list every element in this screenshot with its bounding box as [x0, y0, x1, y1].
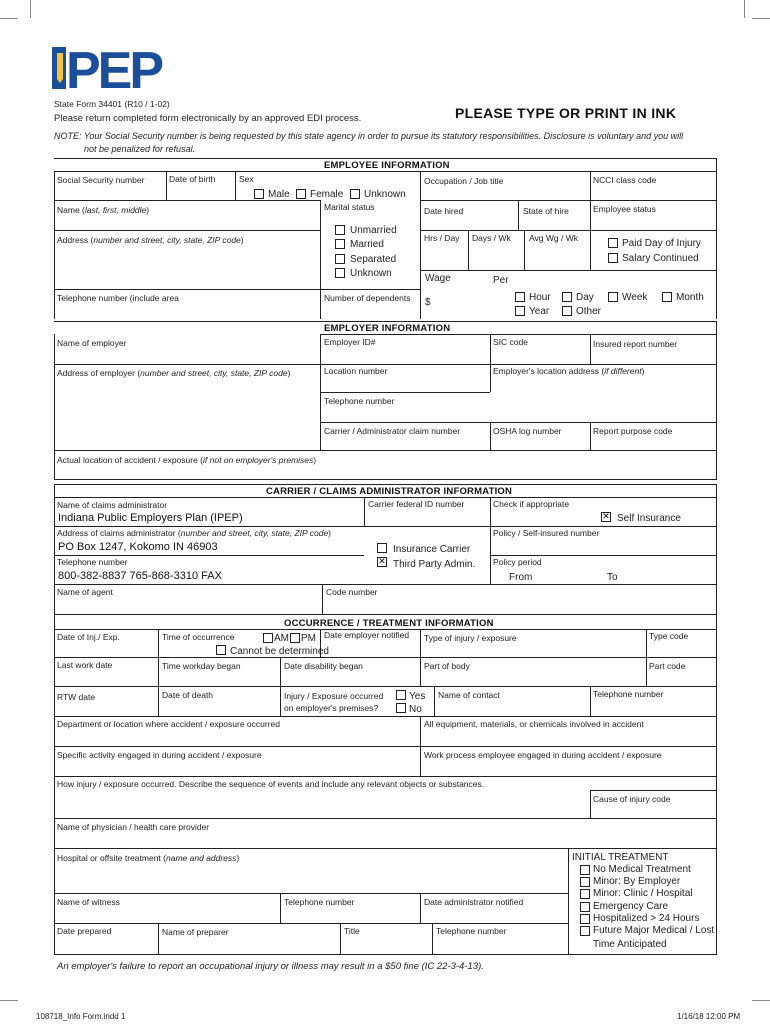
female-label: Female: [310, 189, 344, 200]
claim-number-label: Carrier / Administrator claim number: [324, 426, 461, 436]
crop-mark: [752, 18, 770, 19]
month-label: Month: [676, 292, 704, 303]
cannot-determine-label: Cannot be determined: [230, 646, 329, 657]
unmarried-checkbox[interactable]: [335, 225, 345, 235]
insurance-carrier-checkbox[interactable]: [377, 543, 387, 553]
employee-address-label: Address (number and street, city, state, ZIP code): [57, 235, 244, 245]
osha-label: OSHA log number: [493, 426, 562, 436]
state-form-number: State Form 34401 (R10 / 1-02): [54, 99, 170, 109]
employee-status-label: Employee status: [593, 204, 656, 214]
footer-date: 1/16/18 12:00 PM: [677, 1012, 741, 1021]
treatment-option-label: No Medical Treatment: [593, 864, 691, 875]
treatment-option-label: Emergency Care: [593, 900, 669, 912]
year-checkbox[interactable]: [515, 306, 525, 316]
premises-no-label: No: [409, 704, 422, 715]
time-anticipated-label: Time Anticipated: [593, 939, 667, 950]
treatment-option-label: Hospitalized > 24 Hours: [593, 912, 700, 924]
salary-continued-checkbox[interactable]: [608, 253, 618, 263]
employer-telephone-label: Telephone number: [324, 396, 395, 406]
treatment-option-label: Minor: By Employer: [593, 876, 681, 888]
paid-day-checkbox[interactable]: [608, 238, 618, 248]
contact-label: Name of contact: [438, 690, 500, 700]
treatment-checkbox[interactable]: [580, 865, 590, 875]
agent-label: Name of agent: [57, 587, 113, 597]
location-number-label: Location number: [324, 366, 388, 376]
occupation-label: Occupation / Job title: [424, 176, 504, 186]
treatment-checkbox[interactable]: [580, 902, 590, 912]
treatment-checkbox[interactable]: [580, 926, 590, 936]
pm-label: PM: [301, 633, 316, 644]
federal-id-label: Carrier federal ID number: [368, 499, 465, 509]
cause-code-label: Cause of injury code: [593, 794, 671, 804]
code-number-label: Code number: [326, 587, 378, 597]
insured-report-label: Insured report number: [593, 339, 678, 349]
treatment-checkbox[interactable]: [580, 877, 590, 887]
admin-phone-value[interactable]: 800-382-8837 765-868-3310 FAX: [58, 570, 222, 582]
sex-unknown-checkbox[interactable]: [350, 189, 360, 199]
week-checkbox[interactable]: [608, 292, 618, 302]
physician-label: Name of physician / health care provider: [57, 822, 210, 832]
actual-location-label: Actual location of accident / exposure (if not on employer's premises): [57, 455, 317, 465]
pm-checkbox[interactable]: [290, 633, 300, 643]
other-label: Other: [576, 306, 602, 317]
treatment-checkbox[interactable]: [580, 914, 590, 924]
policy-to-label: To: [607, 572, 618, 583]
wage-label: Wage: [425, 273, 451, 284]
date-admin-label: Date administrator notified: [424, 897, 524, 907]
check-appropriate-label: Check if appropriate: [493, 499, 570, 509]
admin-name-value[interactable]: Indiana Public Employers Plan (IPEP): [58, 512, 243, 524]
policy-period-label: Policy period: [493, 557, 542, 567]
date-prepared-label: Date prepared: [57, 926, 112, 936]
male-label: Male: [268, 189, 290, 200]
marital-label: Marital status: [324, 202, 375, 212]
days-wk-label: Days / Wk: [472, 233, 511, 243]
sex-unknown-label: Unknown: [364, 189, 406, 200]
activity-label: Specific activity engaged in during accident / exposure: [57, 750, 262, 760]
date-death-label: Date of death: [162, 690, 214, 700]
contact-phone-label: Telephone number: [593, 689, 664, 699]
cannot-determine-checkbox[interactable]: [216, 645, 226, 655]
on-premises-label-1: Injury / Exposure occurred: [284, 691, 384, 701]
location-address-label: Employer's location address (if different): [493, 366, 645, 376]
return-note: Please return completed form electronically by an approved EDI process.: [54, 113, 362, 124]
female-checkbox[interactable]: [296, 189, 306, 199]
treatment-option-label: Minor: Clinic / Hospital: [593, 888, 693, 900]
married-checkbox[interactable]: [335, 239, 345, 249]
date-notified-label: Date employer notified: [324, 630, 410, 640]
section-title-employer: EMPLOYER INFORMATION: [324, 323, 451, 334]
premises-no-checkbox[interactable]: [396, 703, 406, 713]
rtw-label: RTW date: [57, 692, 96, 702]
wage-dollar: $: [425, 297, 431, 308]
admin-address-value[interactable]: PO Box 1247, Kokomo IN 46903: [58, 541, 218, 553]
section-title-occurrence: OCCURRENCE / TREATMENT INFORMATION: [284, 618, 494, 629]
week-label: Week: [622, 292, 648, 303]
treatment-checkbox[interactable]: [580, 889, 590, 899]
married-label: Married: [350, 239, 384, 250]
ncci-label: NCCI class code: [593, 175, 657, 185]
dob-label: Date of birth: [169, 174, 216, 184]
sex-label: Sex: [239, 174, 254, 184]
employer-address-label: Address of employer (number and street, city, state, ZIP code): [57, 368, 291, 378]
state-hire-label: State of hire: [523, 206, 569, 216]
ssn-label: Social Security number: [57, 175, 145, 185]
footer-file-name: 108718_Info Form.indd 1: [36, 1012, 126, 1021]
witness-phone-label: Telephone number: [284, 897, 355, 907]
third-party-admin-label: Third Party Admin.: [393, 559, 476, 570]
initial-treatment-title: INITIAL TREATMENT: [572, 852, 669, 863]
hour-checkbox[interactable]: [515, 292, 525, 302]
section-title-employee: EMPLOYEE INFORMATION: [324, 160, 450, 171]
employer-id-label: Employer ID#: [324, 337, 376, 347]
separated-label: Separated: [350, 254, 397, 265]
equipment-label: All equipment, materials, or chemicals involved in accident: [424, 719, 644, 729]
treatment-option-label: Future Major Medical / Lost: [593, 925, 715, 936]
self-insurance-label: Self Insurance: [617, 513, 681, 524]
sic-label: SIC code: [493, 337, 528, 347]
salary-continued-label: Salary Continued: [622, 253, 699, 264]
unmarried-label: Unmarried: [350, 225, 397, 236]
preparer-phone-label: Telephone number: [436, 926, 507, 936]
crop-mark: [752, 1000, 770, 1001]
department-label: Department or location where accident / exposure occurred: [57, 719, 281, 729]
third-party-admin-checkbox[interactable]: [377, 557, 387, 567]
am-checkbox[interactable]: [263, 633, 273, 643]
report-purpose-label: Report purpose code: [593, 426, 673, 436]
other-checkbox[interactable]: [562, 306, 572, 316]
process-label: Work process employee engaged in during accident / exposure: [424, 750, 662, 760]
premises-yes-checkbox[interactable]: [396, 690, 406, 700]
premises-yes-label: Yes: [409, 691, 426, 702]
title-label: Title: [344, 926, 360, 936]
crop-mark: [0, 1000, 18, 1001]
on-premises-label-2: on employer's premises?: [284, 703, 379, 713]
employee-name-label: Name (last, first, middle): [57, 205, 150, 215]
disability-began-label: Date disability began: [284, 661, 363, 671]
body-part-label: Part of body: [424, 661, 470, 671]
crop-mark: [0, 18, 18, 19]
self-insurance-checkbox[interactable]: [601, 512, 611, 522]
part-code-label: Part code: [649, 661, 686, 671]
hour-label: Hour: [529, 292, 551, 303]
marital-unknown-label: Unknown: [350, 268, 392, 279]
policy-from-label: From: [509, 572, 533, 583]
type-code-label: Type code: [649, 631, 689, 641]
insurance-carrier-label: Insurance Carrier: [393, 544, 471, 555]
note-line-1: NOTE: Your Social Security number is being requested by this state agency in order to pursue its statutory responsibilities. Disclosure is voluntary and you will: [54, 131, 684, 141]
paid-day-label: Paid Day of Injury: [622, 238, 701, 249]
employee-telephone-label: Telephone number (include area: [57, 293, 179, 303]
witness-label: Name of witness: [57, 897, 120, 907]
hospital-label: Hospital or offsite treatment (name and address): [57, 853, 240, 863]
avg-wg-label: Avg Wg / Wk: [529, 233, 578, 243]
per-label: Per: [493, 275, 509, 286]
admin-name-label: Name of claims administrator: [57, 500, 168, 510]
admin-phone-label: Telephone number: [57, 557, 128, 567]
time-began-label: Time workday began: [162, 661, 241, 671]
last-work-label: Last work date: [57, 660, 113, 670]
dependents-label: Number of dependents: [324, 293, 411, 303]
day-checkbox[interactable]: [562, 292, 572, 302]
employer-name-label: Name of employer: [57, 338, 127, 348]
male-checkbox[interactable]: [254, 189, 264, 199]
ipep-logo: [52, 45, 174, 91]
type-injury-label: Type of injury / exposure: [424, 633, 517, 643]
month-checkbox[interactable]: [662, 292, 672, 302]
hrs-day-label: Hrs / Day: [424, 233, 460, 243]
how-occurred-label: How injury / exposure occurred. Describe the sequence of events and include any relevant objects or substances.: [57, 779, 485, 789]
separated-checkbox[interactable]: [335, 254, 345, 264]
svg-text:PEP: PEP: [66, 45, 162, 91]
time-occurrence-label: Time of occurrence: [162, 632, 235, 642]
date-hired-label: Date hired: [424, 206, 464, 216]
year-label: Year: [529, 306, 550, 317]
preparer-label: Name of preparer: [162, 927, 229, 937]
type-instruction: PLEASE TYPE OR PRINT IN INK: [455, 105, 677, 121]
policy-number-label: Policy / Self-insured number: [493, 528, 600, 538]
date-injury-label: Date of Inj./ Exp.: [57, 632, 120, 642]
admin-address-label: Address of claims administrator (number and street, city, state, ZIP code): [57, 528, 332, 538]
section-title-carrier: CARRIER / CLAIMS ADMINISTRATOR INFORMATION: [266, 486, 513, 497]
crop-mark: [744, 0, 745, 18]
day-label: Day: [576, 292, 594, 303]
crop-mark: [30, 0, 31, 18]
marital-unknown-checkbox[interactable]: [335, 268, 345, 278]
fine-notice: An employer's failure to report an occupational injury or illness may result in a $50 fine (IC 22-3-4-13).: [57, 961, 484, 972]
note-line-2: not be penalized for refusal.: [84, 144, 196, 154]
am-label: AM: [274, 633, 289, 644]
